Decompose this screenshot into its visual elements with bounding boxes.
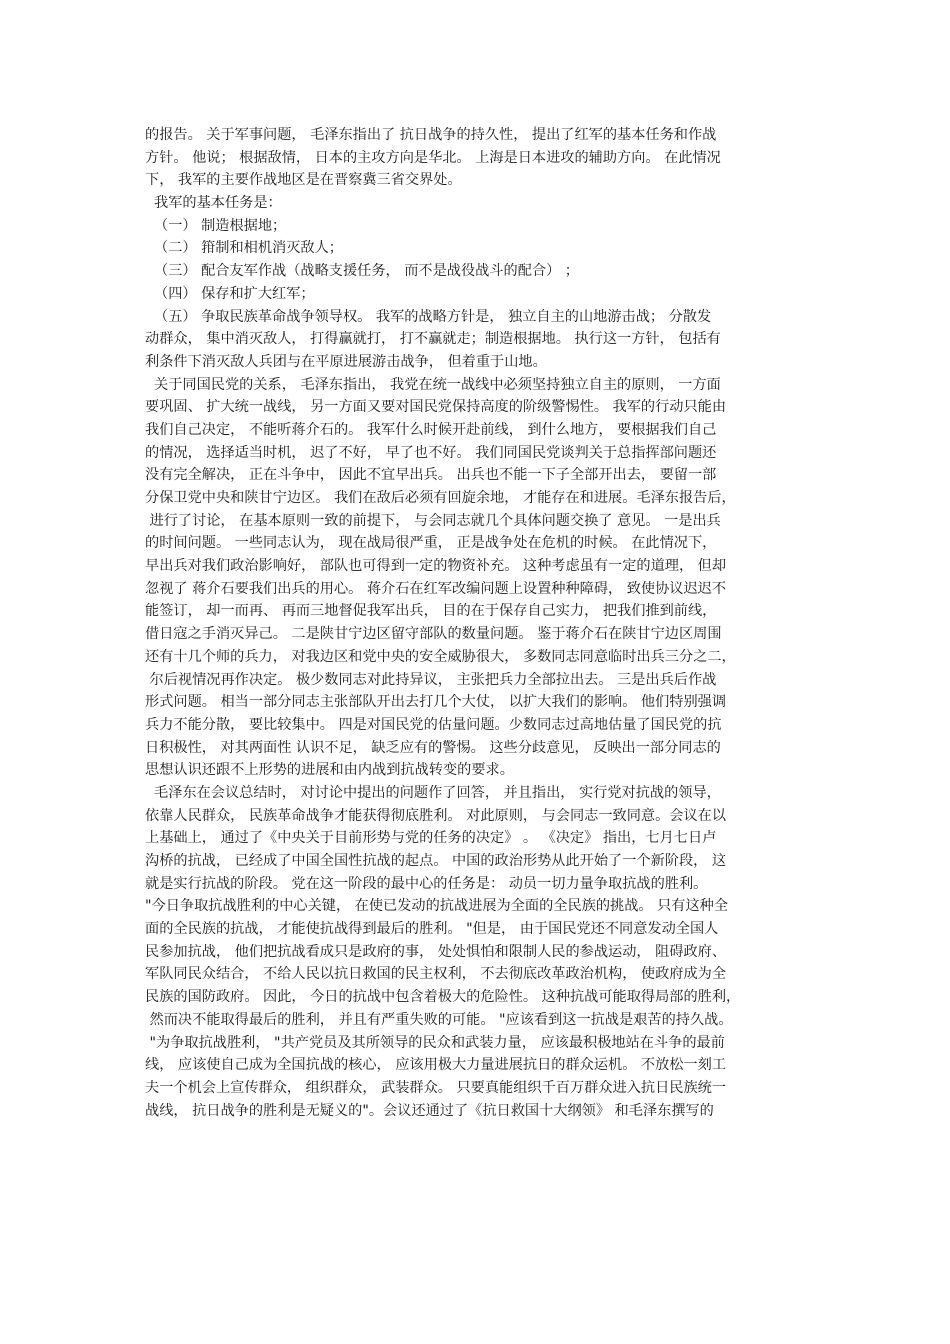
text-line: 战线， 抗日战争的胜利是无疑义的"。会议还通过了《抗日救国十大纲领》 和毛泽东撰写的 <box>145 1102 714 1119</box>
text-line: 还有十几个师的兵力， 对我边区和党中央的安全威胁很大， 多数同志同意临时出兵三分之二， <box>145 648 736 665</box>
text-line: 思想认识还跟不上形势的进展和由内战到抗战转变的要求。 <box>145 762 514 779</box>
text-line: 下， 我军的主要作战地区是在晋察冀三省交界处。 <box>145 172 462 189</box>
text-line: 兵力不能分散， 要比较集中。 四是对国民党的估量问题。少数同志过高地估量了国民党的抗 <box>145 716 722 733</box>
text-line: 夫一个机会上宣传群众， 组织群众， 武装群众。 只要真能组织千百万群众进入抗日民族统一 <box>145 1079 727 1096</box>
text-line: （一） 制造根据地； <box>145 217 287 234</box>
text-line: 利条件下消灭敌人兵团与在平原进展游击战争， 但着重于山地。 <box>145 353 547 370</box>
text-line: （五） 争取民族革命战争领导权。 我军的战略方针是， 独立自主的山地游击战； 分散发 <box>145 308 712 325</box>
text-line: 能签订， 却一而再、 再而三地督促我军出兵， 目的在于保存自己实力， 把我们推到前线， <box>145 603 717 620</box>
text-line: 忽视了 蒋介石要我们出兵的用心。 蒋介石在红军改编问题上设置种种障碍， 致使协议迟迟不 <box>145 580 727 597</box>
text-line: 上基础上， 通过了《中央关于目前形势与党的任务的决定》 。 《决定》 指出，七月七日卢 <box>145 830 717 847</box>
text-line: 的报告。 关于军事问题， 毛泽东指出了 抗日战争的持久性， 提出了红军的基本任务和作战 <box>145 127 717 143</box>
text-line: 就是实行抗战的阶段。 党在这一阶段的最中心的任务是： 动员一切力量争取抗战的胜利。 <box>145 875 708 892</box>
text-line: 日积极性， 对其两面性 认识不足， 缺乏应有的警惕。 这些分歧意见， 反映出一部分同志的 <box>145 739 721 756</box>
text-line: 要巩固、 扩大统一战线， 另一方面又要对国民党保持高度的阶级警惕性。 我军的行动只能由 <box>145 399 727 416</box>
text-line: 方针。 他说； 根据敌情， 日本的主攻方向是华北。 上海是日本进攻的辅助方向。 在此情况 <box>145 149 721 166</box>
text-line: 借日寇之手消灭异己。 二是陕甘宁边区留守部队的数量问题。 鉴于蒋介石在陕甘宁边区周围 <box>145 626 722 643</box>
text-line: 我军的基本任务是： <box>145 195 282 212</box>
text-line: 关于同国民党的关系， 毛泽东指出， 我党在统一战线中必须坚持独立自主的原则， 一方面 <box>145 376 721 393</box>
text-line: 动群众， 集中消灭敌人， 打得赢就打， 打不赢就走；制造根据地。 执行这一方针， 包括有 <box>145 331 721 348</box>
body-text <box>145 124 815 1122</box>
text-line: 军队同民众结合， 不给人民以抗日救国的民主权利， 不去彻底改革政治机构， 使政府成为全 <box>145 966 727 983</box>
text-line: （二） 箝制和相机消灭敌人； <box>145 240 343 257</box>
text-line: 毛泽东在会议总结时， 对讨论中提出的问题作了回答， 并且指出， 实行党对抗战的领导， <box>145 784 721 801</box>
text-line: 面的全民族的抗战， 才能使抗战得到最后的胜利。 "但是， 由于国民党还不同意发动全国人 <box>145 921 719 938</box>
text-line: 的情况， 选择适当时机， 迟了不好， 早了也不好。 我们同国民党谈判关于总指挥部问题还 <box>145 444 717 461</box>
text-line: 然而决不能取得最后的胜利， 并且有严重失败的可能。 "应该看到这一抗战是艰苦的持久战。 <box>145 1011 733 1028</box>
text-line: 形式问题。 相当一部分同志主张部队开出去打几个大仗， 以扩大我们的影响。 他们特别强调 <box>145 694 727 711</box>
text-line: 分保卫党中央和陕甘宁边区。 我们在敌后必须有回旋余地， 才能存在和进展。毛泽东报告后， <box>145 490 736 506</box>
text-line: （四） 保存和扩大红军； <box>145 285 315 302</box>
text-line: "为争取抗战胜利， "共产党员及其所领导的民众和武装力量， 应该最积极地站在斗争的最前 <box>145 1034 725 1051</box>
text-line: 民参加抗战， 他们把抗战看成只是政府的事， 处处惧怕和限制人民的参战运动， 阻碍政府、 <box>145 943 727 960</box>
text-line: 沟桥的抗战， 已经成了中国全国性抗战的起点。 中国的政治形势从此开始了一个新阶段， 这 <box>145 853 727 869</box>
text-line: 没有完全解决， 正在斗争中， 因此不宜早出兵。 出兵也不能一下子全部开出去， 要留一部 <box>145 467 717 484</box>
text-line: 进行了讨论， 在基本原则一致的前提下， 与会同志就几个具体问题交换了 意见。 一是出兵 <box>145 512 721 529</box>
text-line: （三） 配合友军作战（战略支援任务， 而不是战役战斗的配合） ； <box>145 263 579 280</box>
text-line: 尔后视情况再作决定。 极少数同志对此持异议， 主张把兵力全部拉出去。 三是出兵后作战 <box>145 671 717 688</box>
text-line: "今日争取抗战胜利的中心关键， 在使已发动的抗战进展为全面的全民族的挑战。 只有这种全 <box>145 898 729 915</box>
text-line: 民族的国防政府。 因此， 今日的抗战中包含着极大的危险性。 这种抗战可能取得局部的胜利， <box>145 989 741 1006</box>
text-line: 线， 应该使自己成为全国抗战的核心， 应该用极大力量进展抗日的群众运机。 不放松一刻工 <box>145 1057 727 1074</box>
text-line: 早出兵对我们政治影响好， 部队也可得到一定的物资补充。 这种考虑虽有一定的道理， 但却 <box>145 558 727 575</box>
text-line: 的时间问题。 一些同志认为， 现在战局很严重， 正是战争处在危机的时候。 在此情况下， <box>145 535 717 552</box>
text-line: 我们自己决定， 不能听蒋介石的。 我军什么时候开赴前线， 到什么地方， 要根据我们自己 <box>145 421 717 438</box>
text-line: 依靠人民群众， 民族革命战争才能获得彻底胜利。 对此原则， 与会同志一致同意。会议在以 <box>145 807 727 824</box>
